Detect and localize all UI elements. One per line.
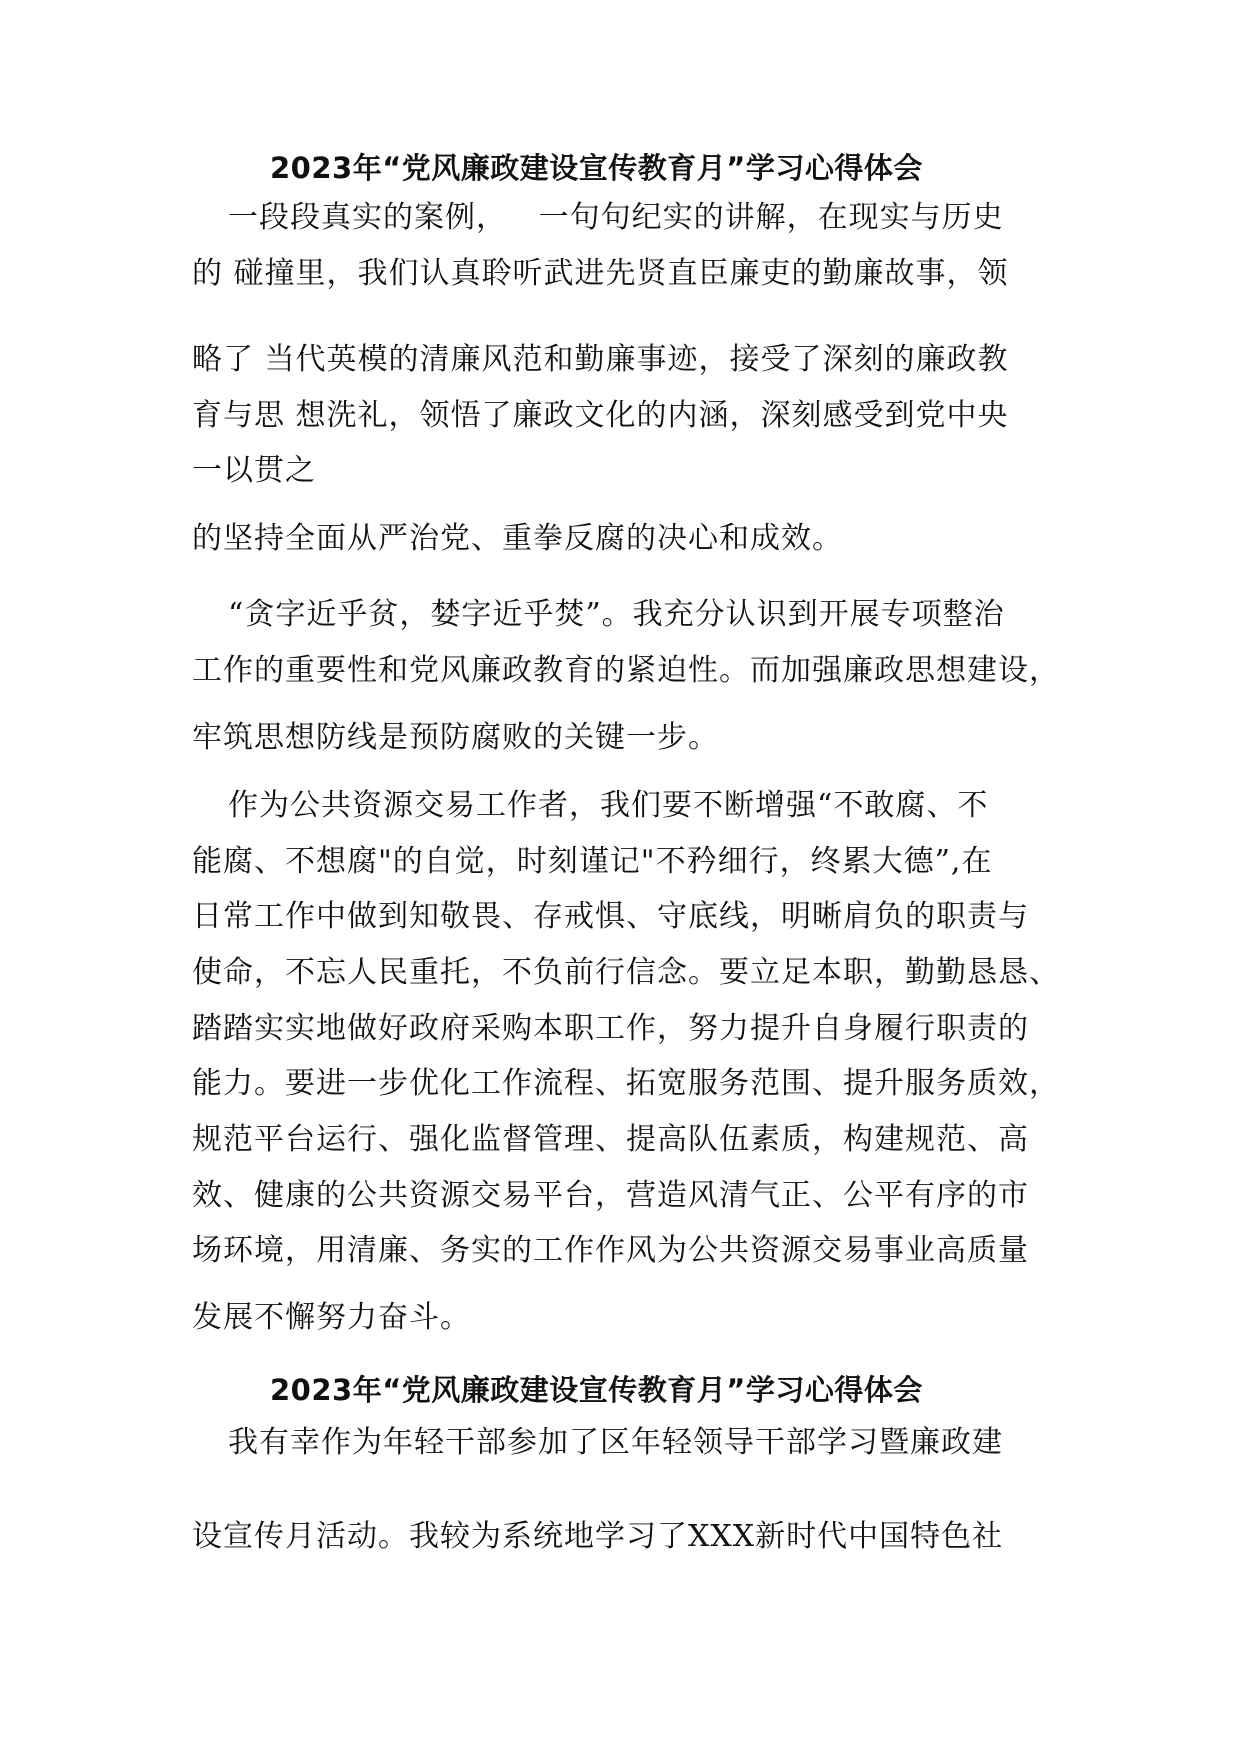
paragraph-line: 规范平台运行、强化监督管理、提高队伍素质，构建规范、高: [192, 1122, 1029, 1157]
paragraph-line: 工作的重要性和党风廉政教育的紧迫性。而加强廉政思想建设，: [192, 653, 1060, 688]
paragraph-line: 设宣传月活动。我较为系统地学习了XXX新时代中国特色社: [192, 1519, 1004, 1554]
paragraph-line: 作为公共资源交易工作者，我们要不断增强“不敢腐、不: [228, 788, 989, 823]
paragraph-line: 场环境，用清廉、务实的工作作风为公共资源交易事业高质量: [192, 1233, 1029, 1268]
article-title: 2023年“党风廉政建设宣传教育月”学习心得体会: [270, 151, 923, 185]
paragraph-line: 踏踏实实地做好政府采购本职工作，努力提升自身履行职责的: [192, 1011, 1029, 1046]
paragraph-line: 育与思 想洗礼，领悟了廉政文化的内涵，深刻感受到党中央: [192, 398, 1009, 433]
paragraph-line: “贪字近乎贫，婪字近乎焚”。我充分认识到开展专项整治: [228, 597, 1005, 632]
paragraph-line: 一段段真实的案例， 一句句纪实的讲解，在现实与历史: [228, 200, 1004, 235]
paragraph-line: 效、健康的公共资源交易平台，营造风清气正、公平有序的市: [192, 1178, 1029, 1213]
paragraph-line: 能腐、不想腐"的自觉，时刻谨记"不矜细行，终累大德”,在: [192, 844, 993, 879]
paragraph-line: 我有幸作为年轻干部参加了区年轻领导干部学习暨廉政建: [228, 1425, 1003, 1460]
paragraph-line: 日常工作中做到知敬畏、存戒惧、守底线，明晰肩负的职责与: [192, 899, 1029, 934]
article-title: 2023年“党风廉政建设宣传教育月”学习心得体会: [270, 1373, 923, 1407]
paragraph-line: 一以贯之: [192, 453, 316, 488]
paragraph-line: 能力。要进一步优化工作流程、拓宽服务范围、提升服务质效，: [192, 1066, 1060, 1101]
paragraph-line: 发展不懈努力奋斗。: [192, 1300, 471, 1335]
paragraph-line: 的坚持全面从严治党、重拳反腐的决心和成效。: [192, 521, 843, 556]
paragraph-line: 使命，不忘人民重托，不负前行信念。要立足本职，勤勤恳恳、: [192, 955, 1060, 990]
paragraph-line: 略了 当代英模的清廉风范和勤廉事迹，接受了深刻的廉政教: [192, 342, 1009, 377]
paragraph-line: 的 碰撞里，我们认真聆听武进先贤直臣廉吏的勤廉故事，领: [192, 256, 1009, 291]
paragraph-line: 牢筑思想防线是预防腐败的关键一步。: [192, 720, 719, 755]
